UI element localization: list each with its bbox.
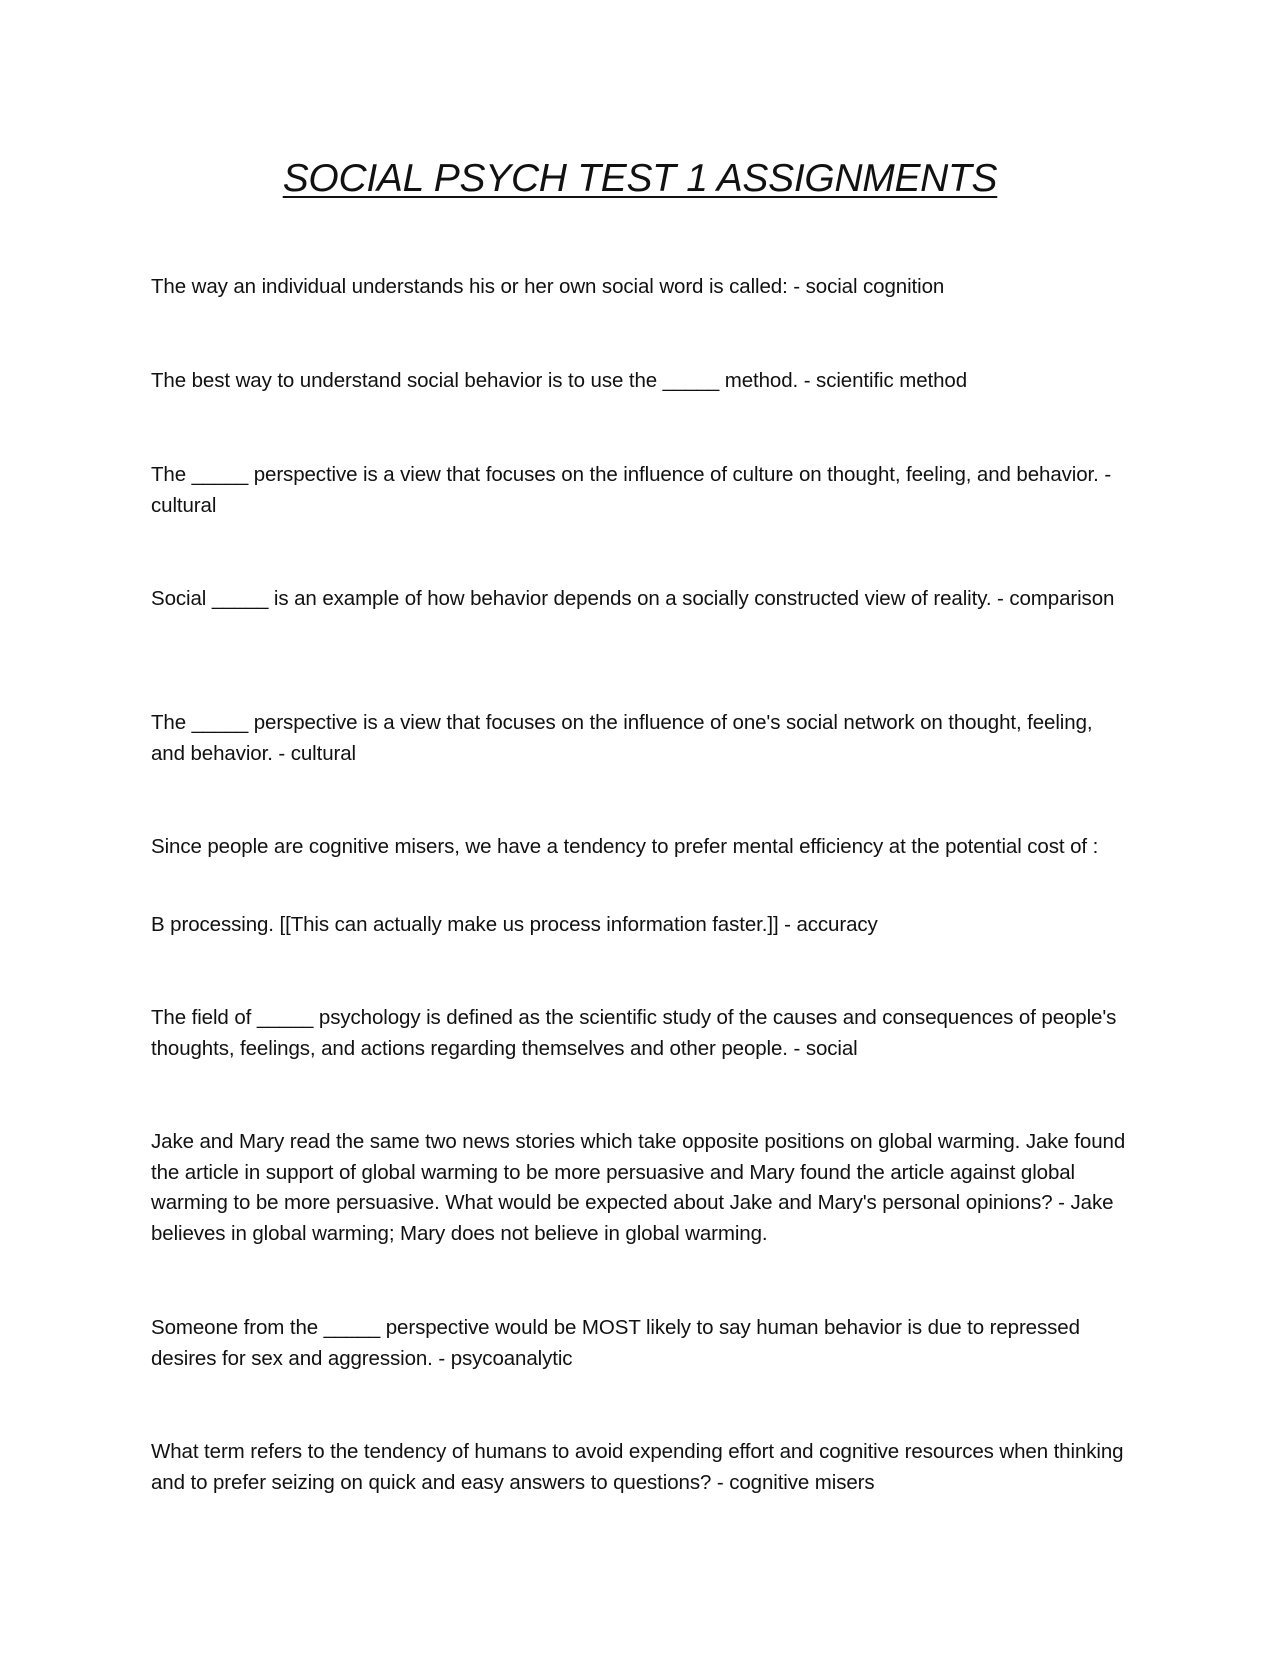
question-paragraph: Someone from the _____ perspective would be MOST likely to say human behavior is due to repressed desires for sex and aggression. - psycoanalytic: [151, 1316, 1080, 1370]
question-paragraph: The _____ perspective is a view that focuses on the influence of one's social network on thought, feeling, and behavior. - cultural: [151, 711, 1093, 765]
question-paragraph: Since people are cognitive misers, we have a tendency to prefer mental efficiency at the potential cost of :: [151, 835, 1099, 858]
page-title: SOCIAL PSYCH TEST 1 ASSIGNMENTS: [282, 157, 998, 200]
question-paragraph: Social _____ is an example of how behavior depends on a socially constructed view of reality. - comparison: [151, 587, 1115, 610]
question-paragraph: B processing. [[This can actually make us process information faster.]] - accuracy: [151, 913, 878, 936]
question-paragraph: The _____ perspective is a view that focuses on the influence of culture on thought, feeling, and behavior. - cultural: [151, 463, 1112, 517]
question-paragraph: The best way to understand social behavior is to use the _____ method. - scientific method: [151, 369, 968, 392]
question-paragraph: The field of _____ psychology is defined as the scientific study of the causes and consequences of people's thoughts, feelings, and actions regarding themselves and other people. - social: [151, 1006, 1117, 1060]
question-paragraph: What term refers to the tendency of humans to avoid expending effort and cognitive resources when thinking and to prefer seizing on quick and easy answers to questions? - cognitive misers: [151, 1440, 1124, 1494]
question-paragraph: The way an individual understands his or her own social word is called: - social cognition: [151, 275, 945, 298]
question-paragraph: Jake and Mary read the same two news stories which take opposite positions on global warming. Jake found the article in support of global warming to be more persuasive and Mary found the article against global warming to be more persuasive. What would be expected about Jake and Mary's personal opinions? - Jake believes in global warming; Mary does not believe in global warming.: [151, 1130, 1126, 1245]
